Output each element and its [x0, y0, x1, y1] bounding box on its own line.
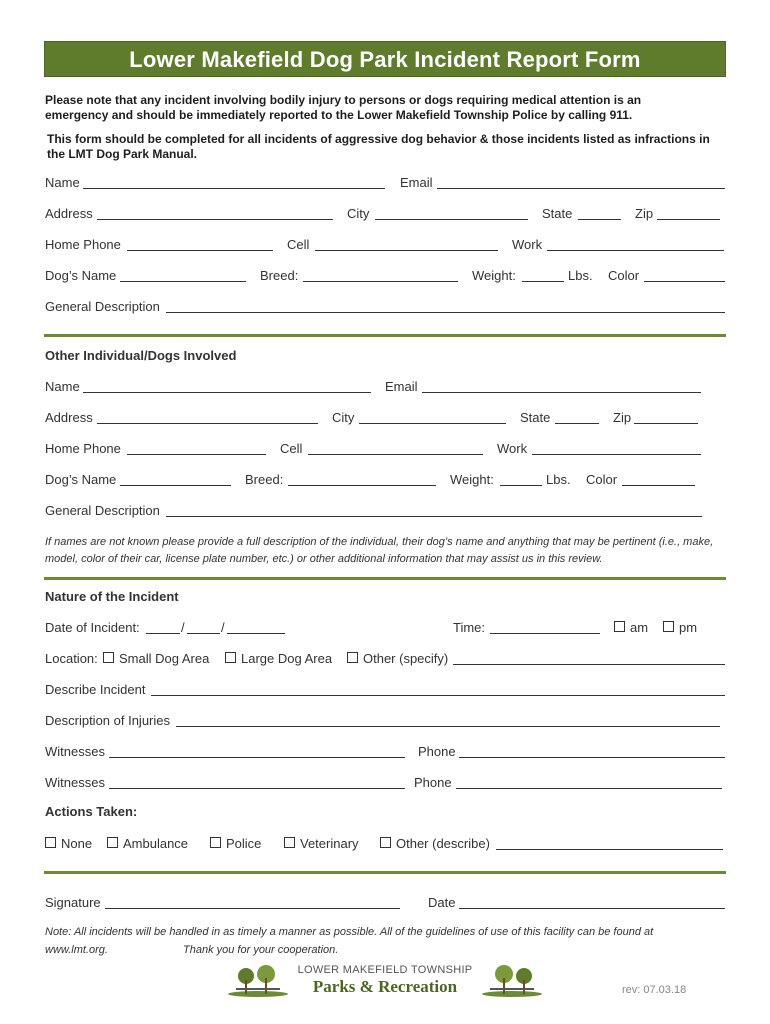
other-color-label: Color [586, 472, 618, 487]
none-label: None [61, 836, 93, 851]
time-label: Time: [453, 620, 486, 635]
state-field[interactable] [578, 219, 621, 220]
dog-row [45, 268, 725, 286]
action-veterinary-option[interactable] [284, 836, 359, 851]
date-label: Date of Incident: [45, 620, 140, 635]
other-breed-field[interactable] [288, 485, 436, 486]
none-checkbox[interactable] [45, 837, 56, 848]
large-dog-area-label: Large Dog Area [241, 651, 333, 666]
other-cell-field[interactable] [308, 454, 483, 455]
zip-label: Zip [635, 206, 654, 221]
witness-row-2 [45, 775, 725, 793]
police-checkbox[interactable] [210, 837, 221, 848]
date-month-field[interactable] [146, 633, 180, 634]
other-state-field[interactable] [555, 423, 599, 424]
name-field[interactable] [83, 188, 385, 189]
other-name-email-row [45, 379, 725, 397]
injuries-field[interactable] [176, 726, 720, 727]
date-time-row [45, 620, 725, 638]
am-checkbox[interactable] [614, 621, 625, 632]
other-general-description-field[interactable] [166, 516, 702, 517]
witness-row-1 [45, 744, 725, 762]
other-name-label: Name [45, 379, 80, 394]
name-email-row [45, 175, 725, 193]
other-address-row [45, 410, 725, 428]
other-phone-row [45, 441, 725, 459]
other-dogs-name-field[interactable] [120, 485, 231, 486]
witness-phone-field-2[interactable] [456, 788, 722, 789]
ambulance-label: Ambulance [123, 836, 189, 851]
address-label: Address [45, 206, 93, 221]
date-year-field[interactable] [227, 633, 285, 634]
footer-thanks: Thank you for your cooperation. [183, 944, 339, 956]
section-divider [44, 577, 726, 580]
dogs-name-label: Dog’s Name [45, 268, 117, 283]
signature-label: Signature [45, 895, 101, 910]
other-zip-field[interactable] [634, 423, 698, 424]
other-city-label: City [332, 410, 355, 425]
other-general-description-row [45, 503, 725, 521]
color-field[interactable] [644, 281, 725, 282]
small-dog-area-checkbox[interactable] [103, 652, 114, 663]
other-lbs-label: Lbs. [546, 472, 571, 487]
emergency-notice: Please note that any incident involving bodily injury to persons or dogs requiring medical attention is an emergency and should be immediately reported to the Lower Makefield Township Police by calling 911. [45, 93, 642, 122]
witness-field-1[interactable] [109, 757, 405, 758]
other-city-field[interactable] [359, 423, 506, 424]
other-general-description-label: General Description [45, 503, 160, 518]
action-other-option[interactable] [380, 836, 490, 851]
signature-row [45, 895, 725, 913]
veterinary-label: Veterinary [300, 836, 359, 851]
email-field[interactable] [437, 188, 725, 189]
work-field[interactable] [547, 250, 724, 251]
witnesses-label: Witnesses [45, 744, 105, 759]
parks-recreation-logo [226, 962, 544, 1000]
other-breed-label: Breed: [245, 472, 284, 487]
general-description-label: General Description [45, 299, 160, 314]
time-field[interactable] [490, 633, 600, 634]
other-address-label: Address [45, 410, 93, 425]
actions-row [45, 836, 725, 854]
veterinary-checkbox[interactable] [284, 837, 295, 848]
other-email-label: Email [385, 379, 418, 394]
general-description-row [45, 299, 725, 317]
other-weight-field[interactable] [500, 485, 542, 486]
lbs-label: Lbs. [568, 268, 593, 283]
other-dogs-name-label: Dog’s Name [45, 472, 117, 487]
home-phone-field[interactable] [127, 250, 273, 251]
logo-line2: Parks & Recreation [312, 977, 458, 996]
pm-option[interactable] [663, 620, 697, 635]
other-email-field[interactable] [422, 392, 701, 393]
breed-field[interactable] [303, 281, 458, 282]
other-location-label: Other (specify) [363, 651, 449, 666]
other-dog-row [45, 472, 725, 490]
date-day-field[interactable] [187, 633, 220, 634]
injuries-row [45, 713, 725, 731]
actions-heading: Actions Taken: [45, 804, 138, 819]
incident-heading: Nature of the Incident [45, 589, 179, 604]
weight-field[interactable] [522, 281, 564, 282]
revision-label: rev: 07.03.18 [622, 984, 687, 996]
footer-note: Note: All incidents will be handled in as timely a manner as possible. All of the guidelines of use of this facility can be found at [45, 926, 654, 938]
witness-field-2[interactable] [109, 788, 405, 789]
signature-field[interactable] [105, 908, 400, 909]
section-divider [44, 334, 726, 337]
location-label: Location: [45, 651, 98, 666]
zip-field[interactable] [657, 219, 720, 220]
form-title: Lower Makefield Dog Park Incident Report Form [129, 47, 641, 72]
witnesses-label: Witnesses [45, 775, 105, 790]
other-home-phone-label: Home Phone [45, 441, 121, 456]
other-work-field[interactable] [532, 454, 701, 455]
name-label: Name [45, 175, 80, 190]
large-dog-area-checkbox[interactable] [225, 652, 236, 663]
other-name-field[interactable] [83, 392, 371, 393]
am-option[interactable] [614, 620, 648, 635]
location-small-option[interactable] [103, 651, 209, 666]
city-field[interactable] [375, 219, 528, 220]
logo-line1: LOWER MAKEFIELD TOWNSHIP [297, 964, 473, 976]
work-label: Work [512, 237, 543, 252]
other-address-field[interactable] [97, 423, 318, 424]
home-phone-label: Home Phone [45, 237, 121, 252]
action-ambulance-option[interactable] [107, 836, 188, 851]
address-field[interactable] [97, 219, 333, 220]
color-label: Color [608, 268, 640, 283]
state-label: State [542, 206, 573, 221]
address-row [45, 206, 725, 224]
cell-field[interactable] [315, 250, 498, 251]
other-location-checkbox[interactable] [347, 652, 358, 663]
action-police-option[interactable] [210, 836, 261, 851]
other-weight-label: Weight: [450, 472, 494, 487]
location-row [45, 651, 725, 669]
other-zip-label: Zip [613, 410, 632, 425]
action-none-option[interactable] [45, 836, 92, 851]
form-title-bar [44, 41, 726, 77]
phone-label: Phone [418, 744, 456, 759]
ambulance-checkbox[interactable] [107, 837, 118, 848]
other-work-label: Work [497, 441, 528, 456]
weight-label: Weight: [472, 268, 516, 283]
other-action-checkbox[interactable] [380, 837, 391, 848]
describe-incident-field[interactable] [151, 695, 725, 696]
cell-label: Cell [287, 237, 310, 252]
other-cell-label: Cell [280, 441, 303, 456]
date-separator: / [181, 620, 185, 635]
location-large-option[interactable] [225, 651, 332, 666]
pm-label: pm [679, 620, 698, 635]
dogs-name-field[interactable] [120, 281, 246, 282]
am-label: am [630, 620, 649, 635]
other-action-field[interactable] [496, 849, 723, 850]
breed-label: Breed: [260, 268, 299, 283]
signature-date-field[interactable] [459, 908, 725, 909]
injuries-label: Description of Injuries [45, 713, 170, 728]
phone-row [45, 237, 725, 255]
describe-incident-label: Describe Incident [45, 682, 146, 697]
pm-checkbox[interactable] [663, 621, 674, 632]
witness-phone-field-1[interactable] [459, 757, 725, 758]
section-divider [44, 871, 726, 874]
describe-incident-row [45, 682, 725, 700]
phone-label: Phone [414, 775, 452, 790]
form-instruction: This form should be completed for all incidents of aggressive dog behavior & those incidents listed as infractions in the LMT Dog Park Manual. [47, 132, 710, 161]
city-label: City [347, 206, 370, 221]
other-home-phone-field[interactable] [127, 454, 266, 455]
email-label: Email [400, 175, 433, 190]
other-state-label: State [520, 410, 551, 425]
general-description-field[interactable] [166, 312, 725, 313]
other-color-field[interactable] [622, 485, 695, 486]
other-section-note: If names are not known please provide a full description of the individual, their dog’s name and anything that may be pertinent (i.e., make, model, color of their car, license plate number, etc.) or other additional information that may assist us in this review. [45, 536, 714, 565]
date-label: Date [428, 895, 456, 910]
date-separator: / [221, 620, 225, 635]
other-action-label: Other (describe) [396, 836, 490, 851]
small-dog-area-label: Small Dog Area [119, 651, 210, 666]
footer-url[interactable]: www.lmt.org. [45, 944, 108, 956]
other-involved-heading: Other Individual/Dogs Involved [45, 348, 237, 363]
police-label: Police [226, 836, 262, 851]
other-location-field[interactable] [453, 664, 725, 665]
location-other-option[interactable] [347, 651, 448, 666]
